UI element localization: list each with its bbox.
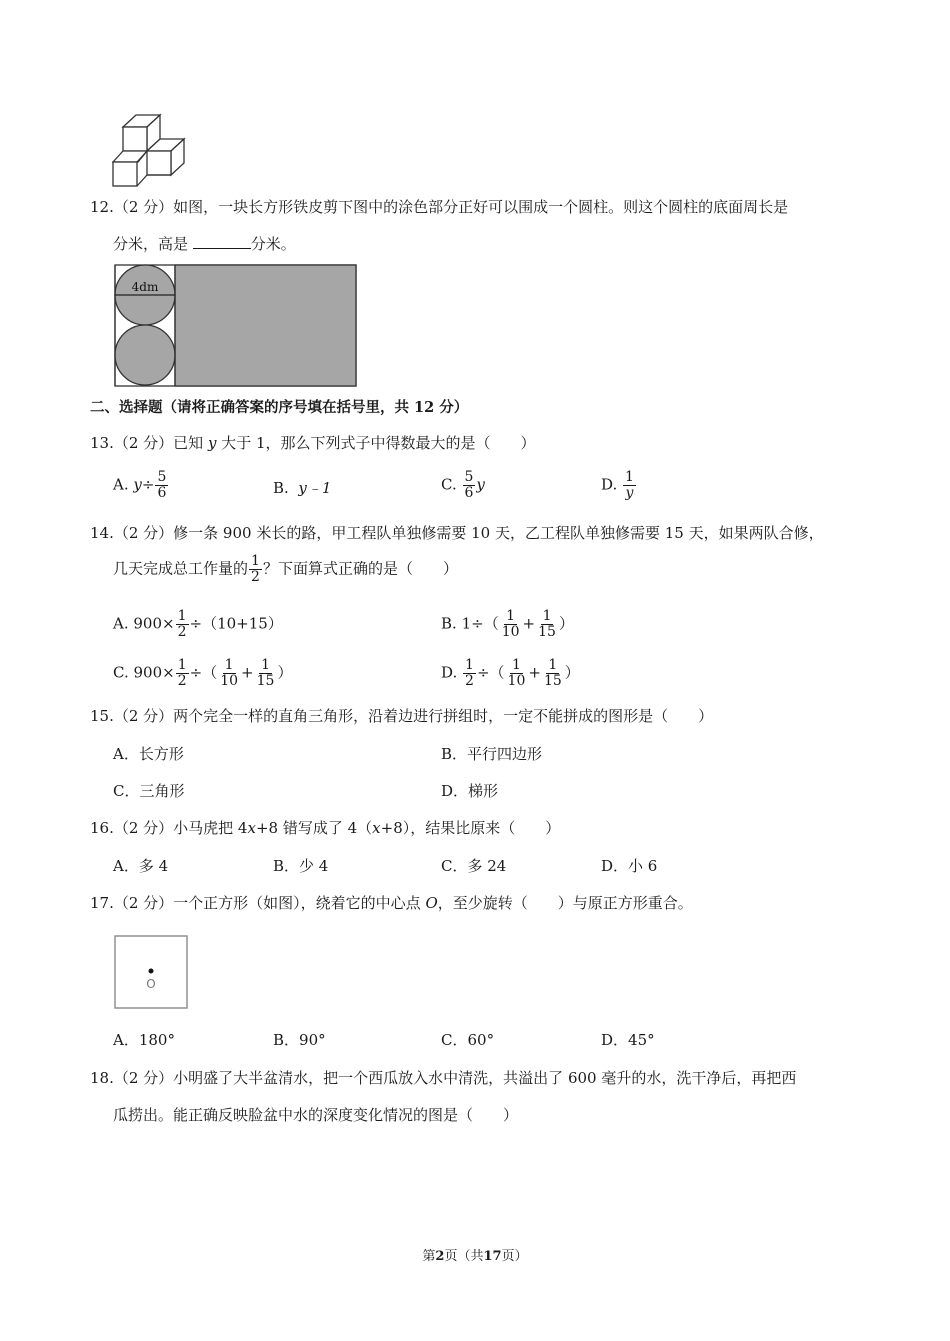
q17-option-a[interactable]: A．180° [113, 1031, 175, 1049]
center-point-label: O [146, 977, 156, 991]
center-point [149, 969, 154, 974]
q14-stem: 14.（2 分）修一条 900 米长的路，甲工程队单独修需要 10 天，乙工程队单独修需要 15 天，如果两队合修， [90, 524, 824, 542]
q14-option-a[interactable]: A. 900× $\frac{1}{2}$ ÷（10+15） [113, 608, 283, 640]
q18-stem: 18.（2 分）小明盛了大半盆清水，把一个西瓜放入水中清洗，共溢出了 600 毫升的水，洗干净后，再把西 [90, 1069, 797, 1087]
q15-option-c[interactable]: C．三角形 [113, 782, 185, 800]
q12-stem: 12.（2 分）如图，一块长方形铁皮剪下图中的涂色部分正好可以围成一个圆柱。则这个圆柱的底面周长是 [90, 198, 789, 216]
q16-option-a[interactable]: A．多 4 [113, 857, 169, 875]
cube-stack-figure [112, 112, 187, 188]
q15-option-a[interactable]: A．长方形 [113, 745, 184, 763]
q13-option-a[interactable]: A. y÷ $\frac{5}{6}$ [113, 469, 167, 501]
q14-option-d[interactable]: D. $\frac{1}{2}$ ÷（ $\frac{1}{10}$ + $\frac{1}{15}$ ） [441, 657, 580, 689]
q12-line2: 分米，高是 分米。 [113, 235, 296, 253]
page-footer: 第2页（共17页） [422, 1249, 528, 1264]
q17-option-c[interactable]: C．60° [441, 1031, 495, 1049]
q15-option-d[interactable]: D．梯形 [441, 782, 499, 800]
q14-option-c[interactable]: C. 900× $\frac{1}{2}$ ÷（ $\frac{1}{10}$ + $\frac{1}{15}$ ） [113, 657, 293, 689]
q17-stem: 17.（2 分）一个正方形（如图），绕着它的中心点 O，至少旋转（ ）与原正方形重合。 [90, 894, 693, 912]
q17-square-figure [114, 935, 188, 1009]
q17-option-b[interactable]: B．90° [273, 1031, 326, 1049]
q18-stem-line2: 瓜捞出。能正确反映脸盆中水的深度变化情况的图是（ ） [113, 1106, 519, 1124]
q12-figure [114, 264, 357, 387]
q16-option-b[interactable]: B．少 4 [273, 857, 329, 875]
q16-stem: 16.（2 分）小马虎把 4x+8 错写成了 4（x+8），结果比原来（ ） [90, 819, 561, 837]
section-title: 二、选择题（请将正确答案的序号填在括号里，共 12 分） [90, 399, 469, 416]
q17-option-d[interactable]: D．45° [601, 1031, 655, 1049]
q13-option-b[interactable]: B. y﹣1 [273, 479, 332, 497]
q12-figure-label: 4dm [131, 280, 159, 294]
q14-line2: 几天完成总工作量的 $\frac{1}{2}$ ？下面算式正确的是（ ） [113, 553, 458, 585]
q15-option-b[interactable]: B．平行四边形 [441, 745, 543, 763]
q16-option-c[interactable]: C．多 24 [441, 857, 507, 875]
q15-stem: 15.（2 分）两个完全一样的直角三角形，沿着边进行拼组时，一定不能拼成的图形是（ ） [90, 707, 714, 725]
q16-option-d[interactable]: D．小 6 [601, 857, 658, 875]
q13-stem: 13.（2 分）已知 y 大于 1，那么下列式子中得数最大的是（ ） [90, 434, 536, 452]
q13-option-d[interactable]: D. $\frac{1}{y}$ [601, 469, 634, 501]
q13-option-c[interactable]: C. $\frac{5}{6}$ y [441, 469, 485, 501]
q14-option-b[interactable]: B. 1÷（ $\frac{1}{10}$ + $\frac{1}{15}$ ） [441, 608, 574, 640]
q12-answer-blank[interactable] [193, 234, 251, 249]
